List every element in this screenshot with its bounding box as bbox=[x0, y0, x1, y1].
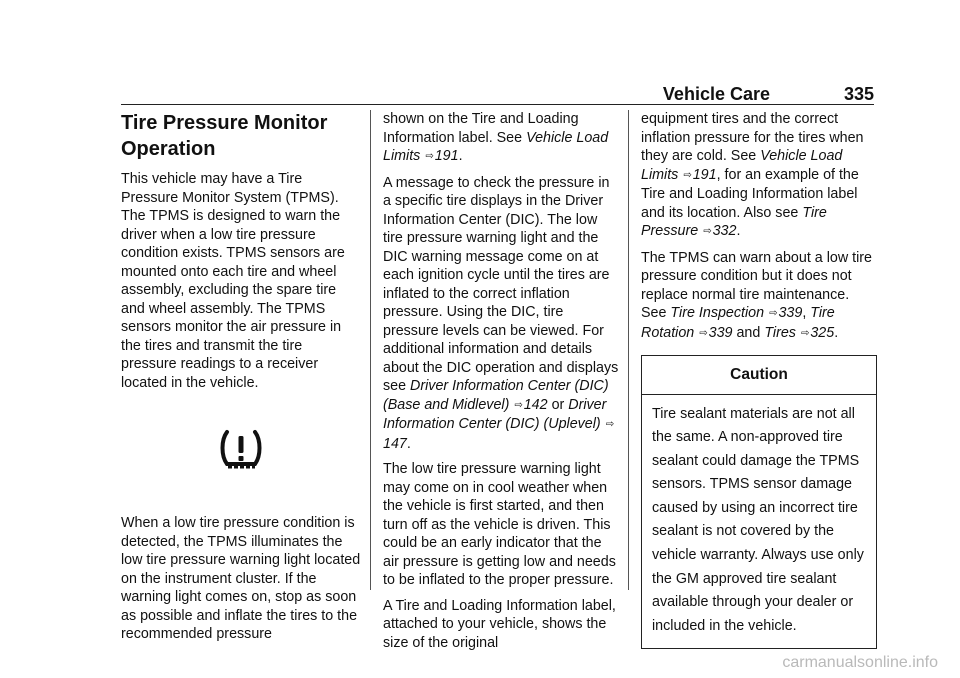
paragraph: This vehicle may have a Tire Pressure Monitor System (TPMS). The TPMS is designed to warn the driver when a low tire pressure condition exists. TPMS sensors are mounted onto each tire and wheel assembly, excluding the spare tire and wheel assembly. The TPMS sensors monitor the air pressure in the tires and transmit the tire pressure readings to a receiver located in the vehicle. bbox=[121, 171, 345, 391]
cross-reference-link[interactable]: Tire Pressure bbox=[641, 204, 827, 239]
paragraph: equipment tires and the correct inflation pressure for the tires when they are cold. See Vehicle Load Limits ⇨191, for an example of the Tire and Loading Information label and its location. Also see Tire Pressure ⇨332. bbox=[641, 110, 877, 242]
header-rule bbox=[121, 104, 874, 105]
paragraph: When a low tire pressure condition is detected, the TPMS illuminates the low tire pressure warning light located on the instrument cluster. If the warning light comes on, stop as soon as possible and inflate the tires to the recommended pressure bbox=[121, 515, 361, 642]
page-arrow-icon: ⇨ bbox=[425, 151, 434, 162]
page-header bbox=[0, 84, 874, 104]
page-reference[interactable]: 339 bbox=[778, 305, 803, 321]
column-divider bbox=[628, 110, 629, 590]
caution-title: Caution bbox=[642, 356, 876, 395]
page-reference[interactable]: 325 bbox=[810, 324, 835, 341]
page-reference[interactable]: 339 bbox=[708, 324, 733, 341]
page-number: 335 bbox=[843, 84, 874, 104]
page-reference[interactable]: 147 bbox=[383, 435, 407, 452]
cross-reference-link[interactable]: Tire Inspection bbox=[670, 305, 765, 321]
paragraph: A Tire and Loading Information label, attached to your vehicle, shows the size of the original bbox=[383, 597, 616, 651]
cross-reference-link[interactable]: Driver Information Center (DIC) (Base and Midlevel) bbox=[383, 378, 609, 413]
page-reference[interactable]: 191 bbox=[434, 148, 459, 164]
column-2 bbox=[383, 110, 619, 659]
cross-reference-link[interactable]: Driver Information Center (DIC) (Uplevel) bbox=[383, 396, 607, 432]
chapter-title: Vehicle Care bbox=[662, 84, 770, 104]
cross-reference-link[interactable]: Vehicle Load Limits bbox=[383, 129, 609, 164]
paragraph: The TPMS can warn about a low tire pressure condition but it does not replace normal tire maintenance. See Tire Inspection ⇨339, Tire Rotation ⇨339 and Tires ⇨325. bbox=[641, 249, 877, 344]
cross-reference-link[interactable]: Tire Rotation bbox=[641, 305, 835, 341]
page-arrow-icon: ⇨ bbox=[800, 327, 810, 339]
cross-reference-link[interactable]: Tires bbox=[764, 324, 796, 341]
cross-reference-link[interactable]: Vehicle Load Limits bbox=[641, 148, 843, 183]
watermark: carmanualsonline.info bbox=[782, 654, 938, 671]
caution-text: Tire sealant materials are not all the same. A non-approved tire sealant could damage the TPMS sensors. TPMS sensor damage caused by using an incorrect tire sealant is not covered by the vehicle warranty. Always use only the GM approved tire sealant available through your dealer or included in the vehicle. bbox=[652, 405, 864, 634]
low-tire-pressure-warning-icon bbox=[121, 426, 361, 476]
page-arrow-icon: ⇨ bbox=[769, 308, 778, 319]
paragraph: The low tire pressure warning light may come on in cool weather when the vehicle is first started, and then turn off as the vehicle is driven. This could be an early indicator that the air pressure is getting low and needs to be inflated to the proper pressure. bbox=[383, 461, 616, 588]
page-reference[interactable]: 191 bbox=[692, 166, 717, 183]
paragraph: shown on the Tire and Loading Information label. See Vehicle Load Limits ⇨191. bbox=[383, 110, 619, 167]
page-arrow-icon: ⇨ bbox=[703, 226, 712, 237]
page-reference[interactable]: 332 bbox=[712, 223, 737, 239]
column-1 bbox=[121, 110, 361, 651]
column-3 bbox=[641, 110, 877, 649]
section-title: Tire Pressure Monitor Operation bbox=[121, 112, 328, 160]
page-arrow-icon: ⇨ bbox=[605, 419, 615, 430]
page-arrow-icon: ⇨ bbox=[683, 169, 692, 181]
page-reference[interactable]: 142 bbox=[523, 396, 548, 413]
paragraph: A message to check the pressure in a specific tire displays in the Driver Information Center (DIC). The low tire pressure warning light and the DIC warning message come on at each ignition cycle until the tires are inflated to the correct inflation pressure. Using the DIC, tire pressure levels can be viewed. For additional information and details about the DIC operation and displays see Driver Information Center (DIC) (Base and Midlevel) ⇨142 or Driver Information Center (DIC) (Uplevel) ⇨147. bbox=[383, 174, 619, 452]
column-divider bbox=[370, 110, 371, 590]
page-arrow-icon: ⇨ bbox=[514, 399, 523, 411]
page-arrow-icon: ⇨ bbox=[699, 327, 708, 339]
caution-box bbox=[641, 355, 877, 649]
